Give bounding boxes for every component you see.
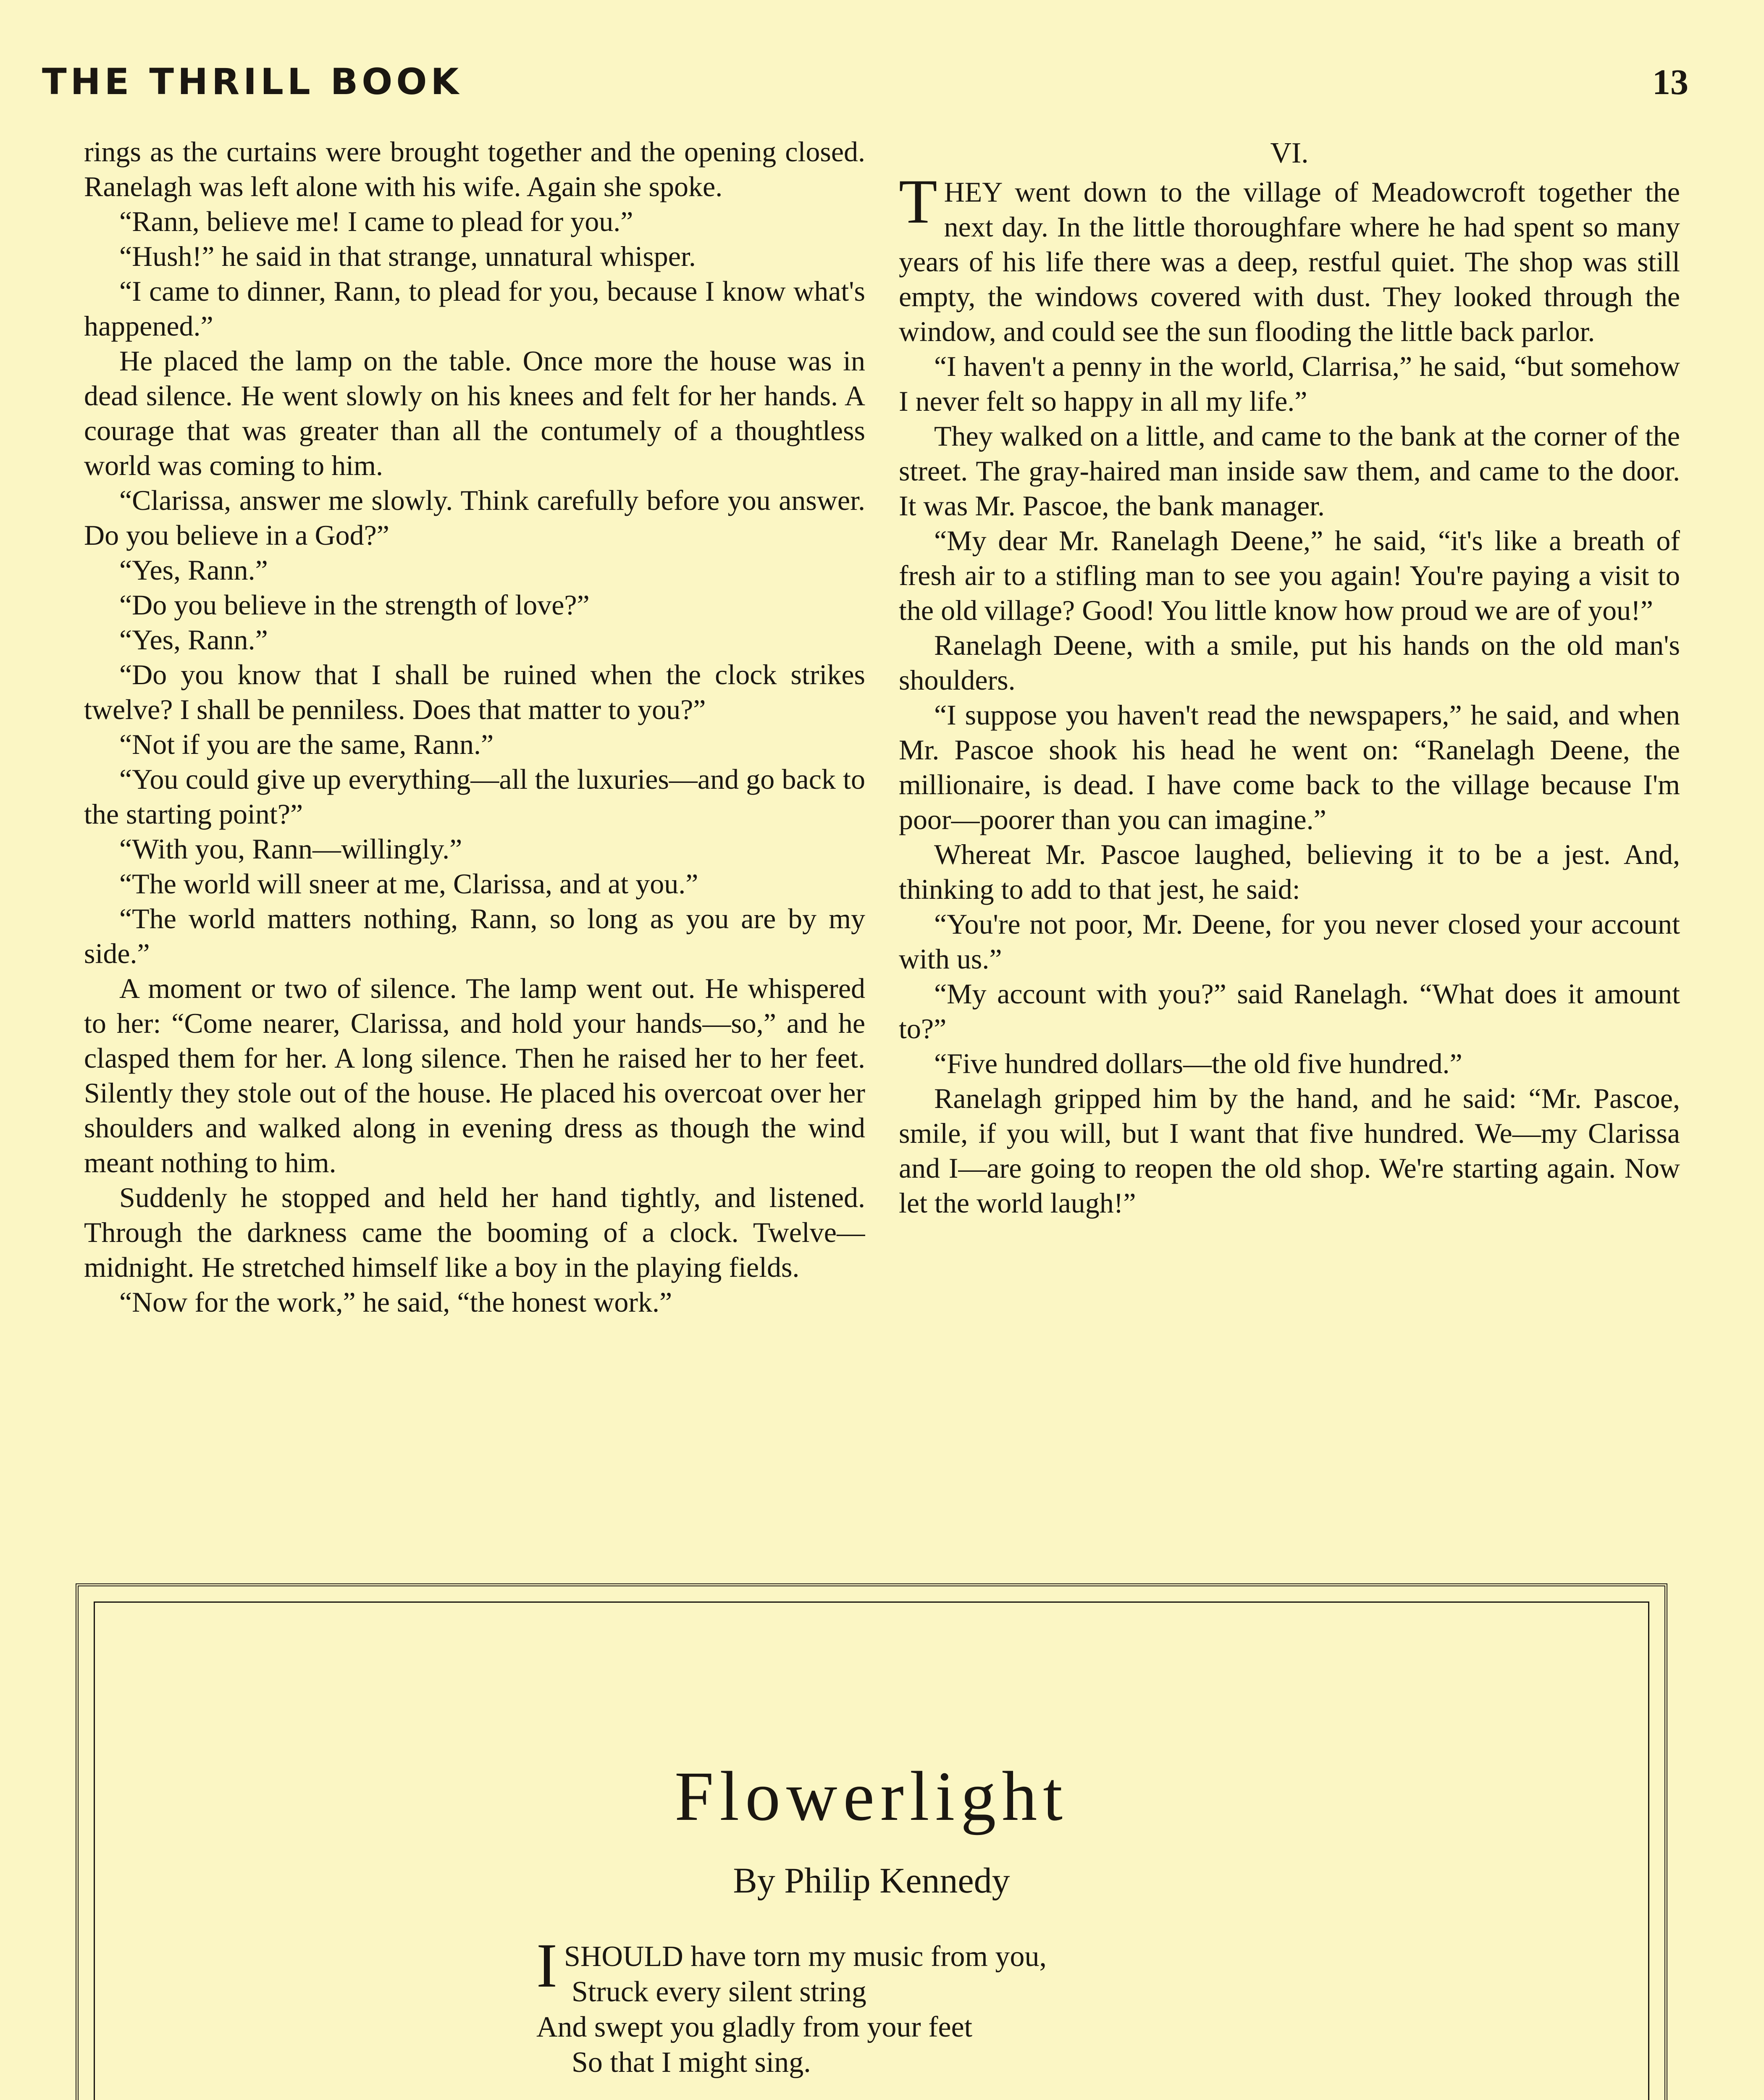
paragraph: “You could give up everything—all the luxuries—and go back to the starting point?” <box>84 763 865 830</box>
paragraph: He placed the lamp on the table. Once more the house was in dead silence. He went slowly on his knees and felt for her hands. A courage that was greater than all the contumely of a thoughtless world was coming to him. <box>84 345 865 481</box>
paragraph: “Not if you are the same, Rann.” <box>119 728 494 760</box>
poem-title: Flowerlight <box>675 1757 1068 1835</box>
paragraph: Ranelagh gripped him by the hand, and he said: “Mr. Pascoe, smile, if you will, but I want that five hundred. We—my Clarissa and I—are going to reopen the old shop. We're starting again. Now let the world laugh!” <box>899 1082 1680 1219</box>
poem-line: So that I might sing. <box>572 2046 811 2079</box>
drop-cap: I <box>536 1931 557 2000</box>
paragraph: Ranelagh Deene, with a smile, put his hands on the old man's shoulders. <box>899 629 1680 696</box>
paragraph: They walked on a little, and came to the bank at the corner of the street. The gray-haired man inside saw them, and came to the door. It was Mr. Pascoe, the bank manager. <box>899 420 1680 522</box>
paragraph: “Yes, Rann.” <box>119 624 268 656</box>
paragraph: “Do you believe in the strength of love?” <box>119 589 590 621</box>
paragraph: rings as the curtains were brought together and the opening closed. Ranelagh was left alone with his wife. Again she spoke. <box>84 136 865 202</box>
paragraph: “The world matters nothing, Rann, so long as you are by my side.” <box>84 903 865 969</box>
paragraph: Suddenly he stopped and held her hand tightly, and listened. Through the darkness came the booming of a clock. Twelve—midnight. He stretched himself like a boy in the playing fields. <box>84 1181 865 1283</box>
paragraph: Whereat Mr. Pascoe laughed, believing it to be a jest. And, thinking to add to that jest, he said: <box>899 838 1680 905</box>
paragraph: “Now for the work,” he said, “the honest work.” <box>119 1286 672 1318</box>
paragraph: A moment or two of silence. The lamp went out. He whispered to her: “Come nearer, Clarissa, and hold your hands—so,” and he clasped them for her. A long silence. Then he raised her to her feet. Silently they stole out of the house. He placed his overcoat over her shoulders and walked along in evening dress as though the wind meant nothing to him. <box>84 972 865 1179</box>
paragraph: “Clarissa, answer me slowly. Think carefully before you answer. Do you believe in a God?” <box>84 484 865 551</box>
paragraph: “Do you know that I shall be ruined when the clock strikes twelve? I shall be penniless. Does that matter to you?” <box>84 659 865 725</box>
paragraph: “You're not poor, Mr. Deene, for you never closed your account with us.” <box>899 908 1680 975</box>
poem-line: And swept you gladly from your feet <box>536 2011 973 2043</box>
left-column <box>84 134 865 1512</box>
paragraph: “The world will sneer at me, Clarissa, and at you.” <box>119 868 698 900</box>
magazine-title: THE THRILL BOOK <box>42 61 463 103</box>
paragraph: “Five hundred dollars—the old five hundred.” <box>934 1047 1462 1079</box>
paragraph <box>899 167 1680 349</box>
paragraph: “My dear Mr. Ranelagh Deene,” he said, “it's like a breath of fresh air to a stifling man to see you again! You're paying a visit to the old village? Good! You little know how proud we are of you!” <box>899 525 1680 626</box>
paragraph: “I haven't a penny in the world, Clarrisa,” he said, “but somehow I never felt so happy in all my life.” <box>899 350 1680 417</box>
section-number: VI. <box>1270 137 1309 169</box>
paragraph: “My account with you?” said Ranelagh. “What does it amount to?” <box>899 978 1680 1045</box>
paragraph: “Hush!” he said in that strange, unnatural whisper. <box>119 240 696 272</box>
drop-cap: T <box>899 167 937 236</box>
page-header <box>42 59 1688 105</box>
poem-box <box>76 1583 1667 2100</box>
poem-line-text: SHOULD have torn my music from you, <box>564 1940 1047 1973</box>
paragraph: “Rann, believe me! I came to plead for you.” <box>119 205 633 237</box>
page-number: 13 <box>1652 62 1688 102</box>
poem-byline: By Philip Kennedy <box>733 1860 1010 1900</box>
paragraph-text: HEY went down to the village of Meadowcroft together the next day. In the little thoroughfare where he had spent so many years of his life there was a deep, restful quiet. The shop was still empty, the windows covered with dust. They looked through the window, and could see the sun flooding the little back parlor. <box>899 176 1680 347</box>
paragraph: “Yes, Rann.” <box>119 554 268 586</box>
stanza-break <box>536 2080 1460 2100</box>
poem-body <box>536 1931 1460 2100</box>
paragraph: “I suppose you haven't read the newspapers,” he said, and when Mr. Pascoe shook his head he went on: “Ranelagh Deene, the millionaire, is dead. I have come back to the village because I'm poor—poorer than you can imagine.” <box>899 699 1680 835</box>
paragraph: “I came to dinner, Rann, to plead for you, because I know what's happened.” <box>84 275 865 342</box>
paragraph: “With you, Rann—willingly.” <box>119 833 462 865</box>
poem-line: Struck every silent string <box>572 1976 866 2008</box>
right-column <box>899 134 1680 1512</box>
